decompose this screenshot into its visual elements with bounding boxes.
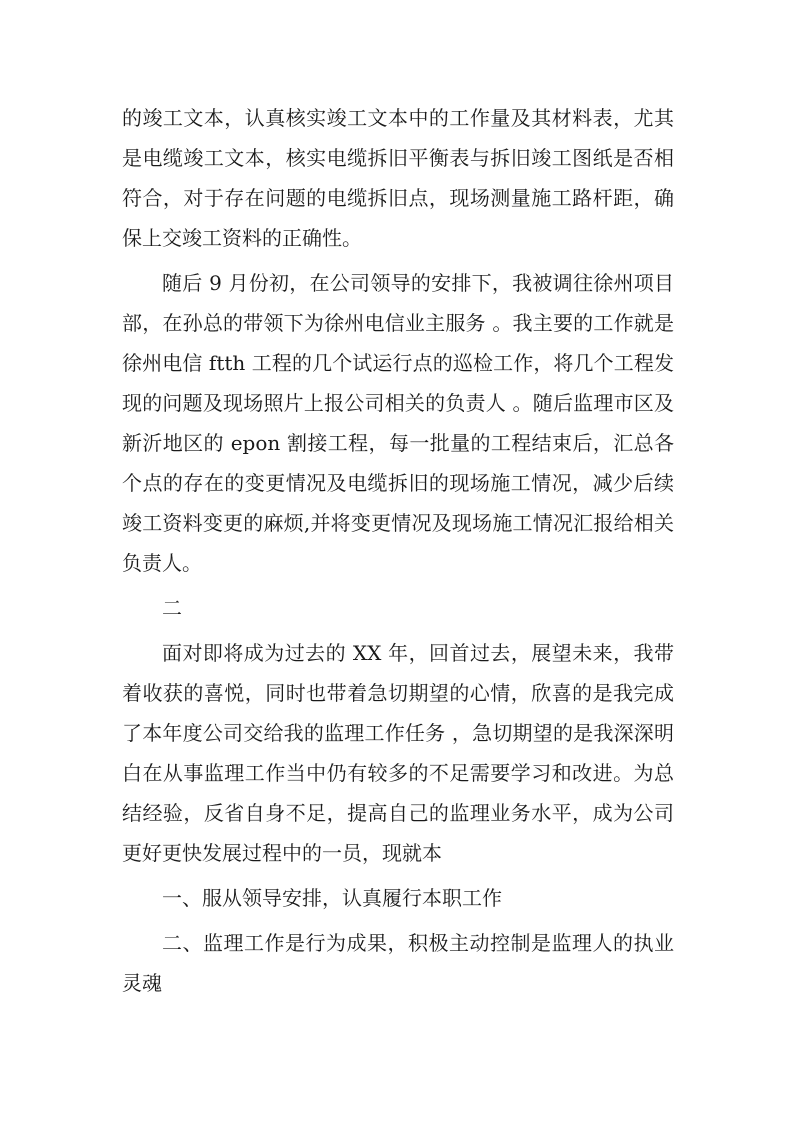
paragraph-continuation: 的竣工文本，认真核实竣工文本中的工作量及其材料表，尤其是电缆竣工文本，核实电缆拆旧平衡表与拆旧竣工图纸是否相符合，对于存在问题的电缆拆旧点，现场测量施工路杆距，确保上交竣工资料的正确性。 xyxy=(122,106,674,250)
paragraph-september-work: 随后 9 月份初，在公司领导的安排下，我被调往徐州项目部，在孙总的带领下为徐州电信业主服务 。我主要的工作就是徐州电信 ftth 工程的几个试运行点的巡检工作，将几个工程发现的问题及现场照片上报公司相关的负责人 。随后监理市区及新沂地区的 epon 割接工程，每一批量的工程结束后，汇总各个点的存在的变更情况及电缆拆旧的现场施工情况，减少后续竣工资料变更的麻烦,并将变更情况及现场施工情况汇报给相关负责人。 xyxy=(122,271,674,575)
list-item-two: 二、监理工作是行为成果，积极主动控制是监理人的执业灵魂 xyxy=(122,931,674,995)
list-item-one: 一、服从领导安排，认真履行本职工作 xyxy=(162,886,502,910)
document-body xyxy=(122,98,674,1008)
section-heading-two: 二 xyxy=(162,596,182,620)
paragraph-year-summary: 面对即将成为过去的 XX 年，回首过去，展望未来，我带着收获的喜悦，同时也带着急切期望的心情，欣喜的是我完成了本年度公司交给我的监理工作任务 ，急切期望的是我深深明白在从事监理工作当中仍有较多的不足需要学习和改进。为总结经验，反省自身不足，提高自己的监理业务水平，成为公司更好更快发展过程中的一员，现就本 xyxy=(122,641,674,865)
